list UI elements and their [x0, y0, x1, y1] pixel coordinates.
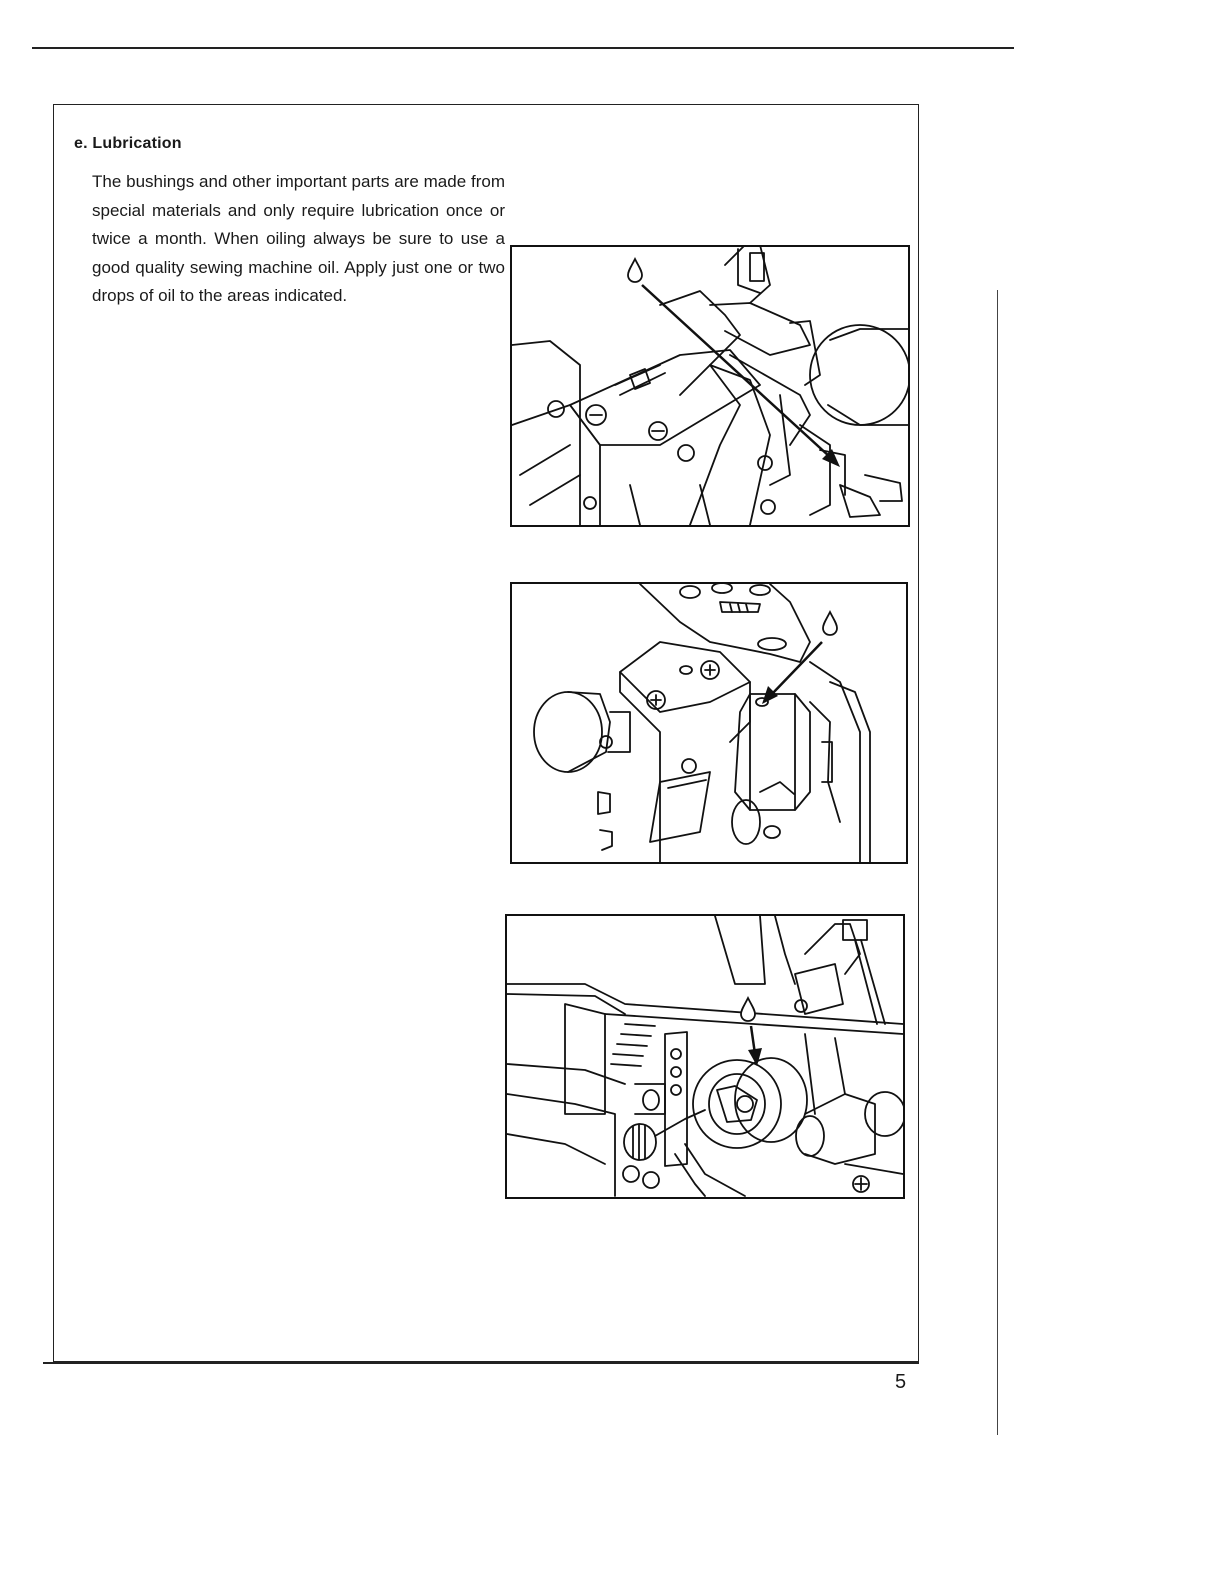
lubrication-figure-3 [505, 914, 905, 1199]
section-heading: e. Lubrication [74, 135, 182, 152]
lubrication-figure-2 [510, 582, 908, 864]
margin-line [997, 290, 998, 1435]
header-rule [32, 47, 1014, 49]
machine-illustration-1 [510, 245, 910, 527]
page-number: 5 [895, 1371, 907, 1393]
lubrication-figure-1 [510, 245, 910, 527]
machine-illustration-3 [505, 914, 905, 1199]
footer-rule [43, 1362, 919, 1364]
machine-illustration-2 [510, 582, 908, 864]
lubrication-instructions: The bushings and other important parts are made from special materials and only require lubrication once or twice a month. When oiling always be sure to use a good quality sewing machine oil. Apply just one or two drops of oil to the areas indicated. [92, 172, 505, 305]
